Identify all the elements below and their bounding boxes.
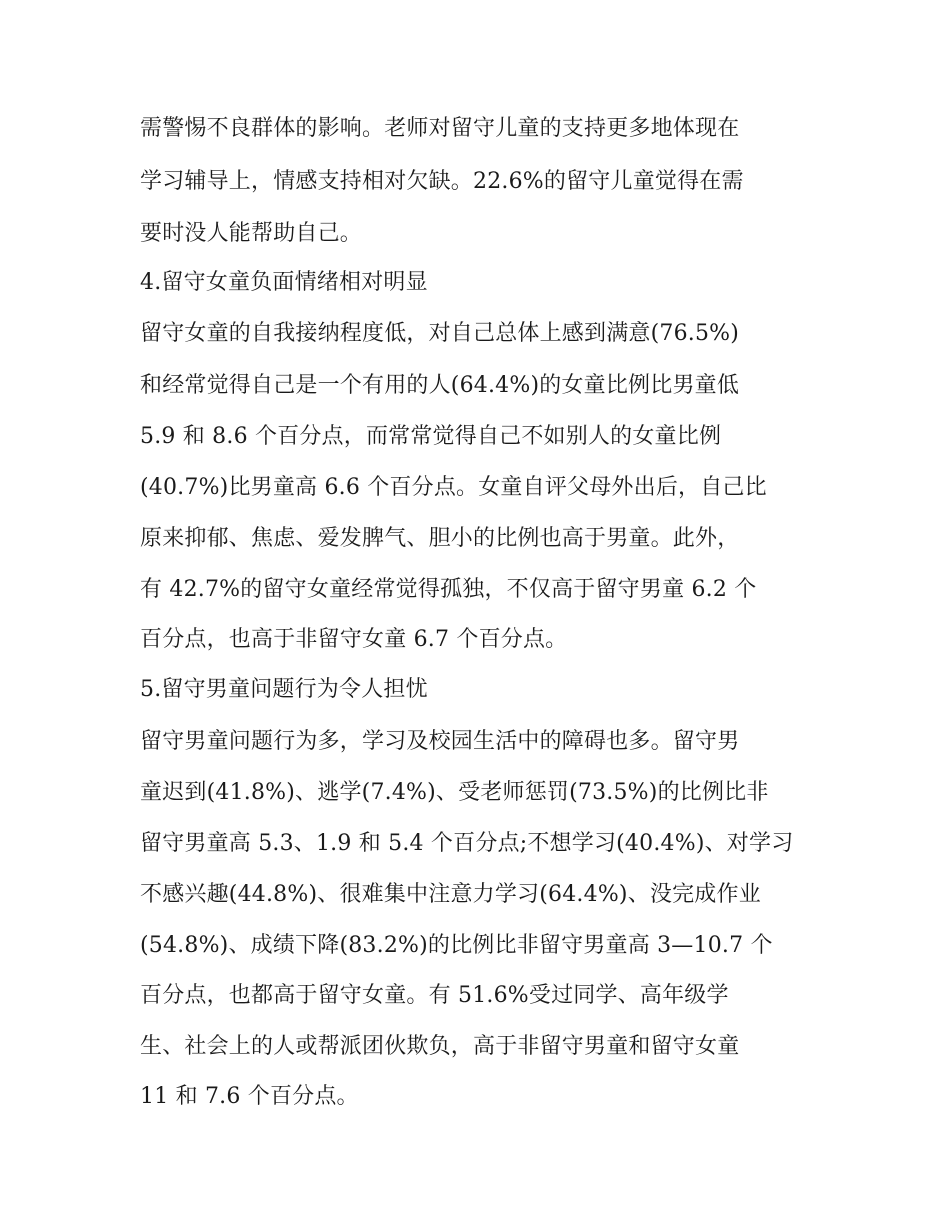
text-line: 百分点，也都高于留守女童。有 51.6%受过同学、高年级学 bbox=[140, 983, 729, 1008]
text-line: (54.8%)、成绩下降(83.2%)的比例比非留守男童高 3—10.7 个 bbox=[140, 933, 773, 958]
text-line: 11 和 7.6 个百分点。 bbox=[140, 1084, 359, 1109]
text-line: 生、社会上的人或帮派团伙欺负，高于非留守男童和留守女童 bbox=[140, 1034, 740, 1059]
section-heading: 5.留守男童问题行为令人担忧 bbox=[140, 677, 428, 702]
text-line: (40.7%)比男童高 6.6 个百分点。女童自评父母外出后，自己比 bbox=[140, 475, 767, 500]
text-line: 需警惕不良群体的影响。老师对留守儿童的支持更多地体现在 bbox=[140, 116, 740, 141]
text-line: 原来抑郁、焦虑、爱发脾气、胆小的比例也高于男童。此外， bbox=[140, 526, 740, 551]
text-line: 和经常觉得自己是一个有用的人(64.4%)的女童比例比男童低 bbox=[140, 373, 740, 398]
text-line: 不感兴趣(44.8%)、很难集中注意力学习(64.4%)、没完成作业 bbox=[140, 882, 761, 907]
text-line: 5.9 和 8.6 个百分点，而常常觉得自己不如别人的女童比例 bbox=[140, 424, 722, 449]
text-line: 百分点，也高于非留守女童 6.7 个百分点。 bbox=[140, 627, 568, 652]
section-heading: 4.留守女童负面情绪相对明显 bbox=[140, 270, 428, 295]
text-line: 学习辅导上，情感支持相对欠缺。22.6%的留守儿童觉得在需 bbox=[140, 169, 744, 194]
text-line: 留守男童问题行为多，学习及校园生活中的障碍也多。留守男 bbox=[140, 729, 740, 754]
text-line: 留守女童的自我接纳程度低，对自己总体上感到满意(76.5%) bbox=[140, 321, 740, 346]
text-line: 要时没人能帮助自己。 bbox=[140, 221, 363, 246]
text-line: 有 42.7%的留守女童经常觉得孤独，不仅高于留守男童 6.2 个 bbox=[140, 577, 757, 602]
text-line: 留守男童高 5.3、1.9 和 5.4 个百分点;不想学习(40.4%)、对学习 bbox=[140, 831, 794, 856]
text-line: 童迟到(41.8%)、逃学(7.4%)、受老师惩罚(73.5%)的比例比非 bbox=[140, 780, 769, 805]
